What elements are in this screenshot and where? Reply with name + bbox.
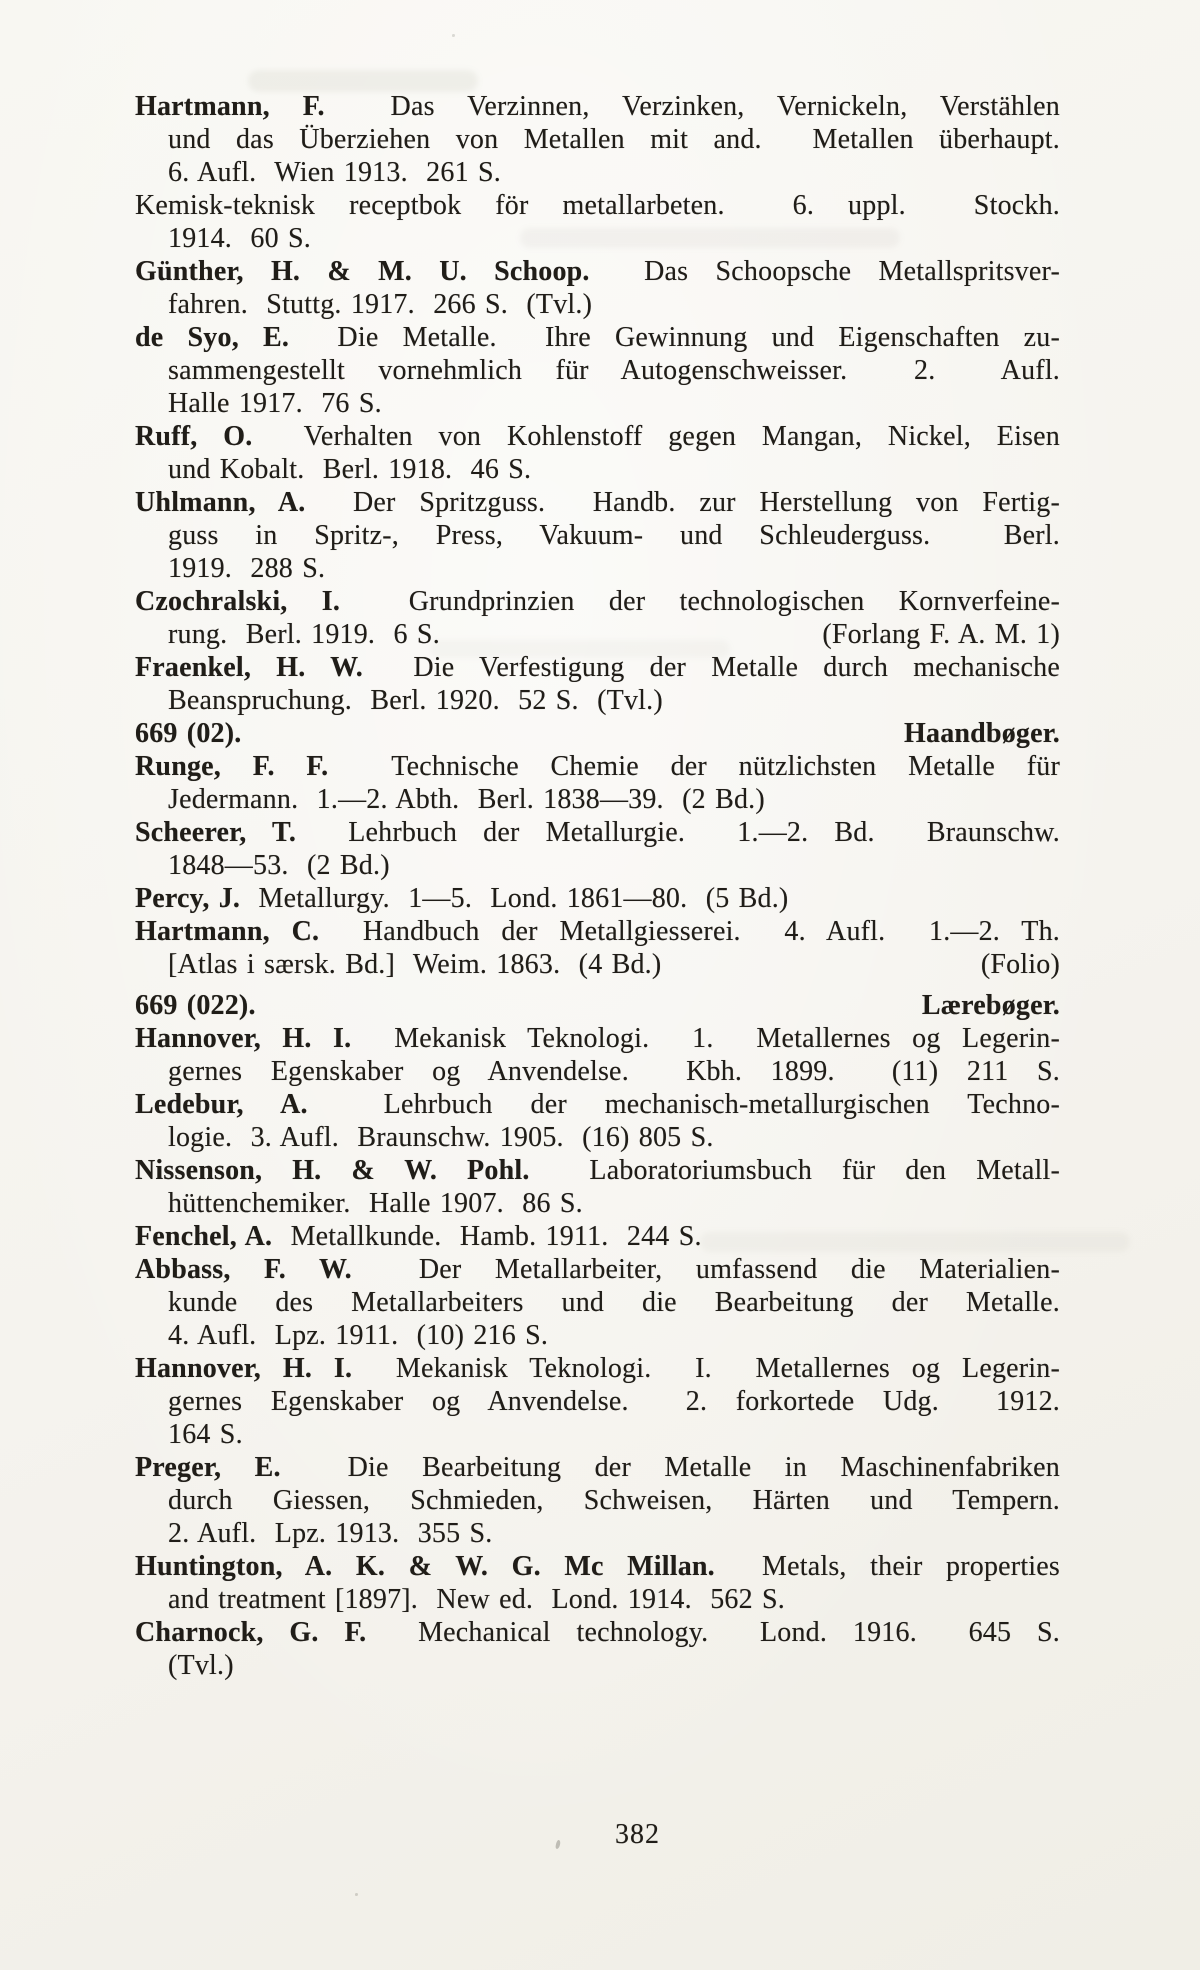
bib-line: 1914. 60 S. [168,223,311,254]
bib-line: 4. Aufl. Lpz. 1911. (10) 216 S. [168,1320,549,1351]
bib-line: Fenchel, A. Metallkunde. Hamb. 1911. 244 S. [135,1221,702,1252]
bib-entry [135,189,1060,255]
bibliography-text-block [135,90,1060,1682]
scan-speck [355,1893,358,1896]
bib-line: 1848—53. (2 Bd.) [168,850,390,881]
author-name: Preger, E. [135,1452,281,1483]
bib-line: 1919. 288 S. [168,553,326,584]
bib-line: Hannover, H. I. Mekanisk Teknologi. I. Metallernes og Legerin- [135,1353,1061,1384]
bleed-through-artifact [248,70,478,92]
bib-line: 164 S. [168,1419,243,1450]
bib-line: Ruff, O. Verhalten von Kohlenstoff gegen Mangan, Nickel, Eisen [135,421,1060,452]
bib-entry [135,90,1060,189]
bib-line: kunde des Metallarbeiters und die Bearbeitung der Metalle. [168,1287,1060,1318]
bib-entry [135,585,1060,651]
section-title: Lærebøger. [921,990,1060,1021]
author-name: Hannover, H. I. [135,1353,353,1384]
author-name: Czochralski, I. [135,586,341,617]
bib-line: Huntington, A. K. & W. G. Mc Millan. Metals, their properties [135,1551,1060,1582]
bib-line: Jedermann. 1.—2. Abth. Berl. 1838—39. (2 Bd.) [168,784,765,815]
author-name: Fenchel, A. [135,1221,273,1252]
bib-line: und das Überziehen von Metallen mit and. Metallen überhaupt. [168,124,1060,155]
author-name: Günther, H. & M. U. Schoop. [135,256,590,287]
bib-entry [135,255,1060,321]
author-name: Hartmann, F. [135,91,325,122]
scan-speck [555,1840,561,1850]
bib-entry [135,915,1060,981]
bib-line-note: (Folio) [980,949,1060,980]
bib-entry [135,1022,1060,1088]
section-number: 669 (02). [135,718,242,749]
section-number: 669 (022). [135,990,256,1021]
bib-line: Uhlmann, A. Der Spritzguss. Handb. zur Herstellung von Fertig- [135,487,1060,518]
author-name: Abbass, F. W. [135,1254,352,1285]
author-name: Hartmann, C. [135,916,320,947]
bib-line: de Syo, E. Die Metalle. Ihre Gewinnung und Eigenschaften zu- [135,322,1061,353]
bib-line: und Kobalt. Berl. 1918. 46 S. [168,454,532,485]
bib-line: logie. 3. Aufl. Braunschw. 1905. (16) 805 S. [168,1122,714,1153]
bib-line: Runge, F. F. Technische Chemie der nützlichsten Metalle für [135,751,1060,782]
bib-line: Hartmann, C. Handbuch der Metallgiesserei. 4. Aufl. 1.—2. Th. [135,916,1060,947]
section-title: Haandbøger. [904,718,1060,749]
author-name: Charnock, G. F. [135,1617,367,1648]
bib-line: Günther, H. & M. U. Schoop. Das Schoopsche Metallspritsver- [135,256,1060,287]
bib-line: 2. Aufl. Lpz. 1913. 355 S. [168,1518,493,1549]
bib-line: Ledebur, A. Lehrbuch der mechanisch-metallurgischen Techno- [135,1089,1060,1120]
bib-entry [135,1352,1060,1451]
author-name: Scheerer, T. [135,817,297,848]
scan-speck [452,34,455,37]
bib-line: hüttenchemiker. Halle 1907. 86 S. [168,1188,583,1219]
bib-entry [135,816,1060,882]
bib-line: Hannover, H. I. Mekanisk Teknologi. 1. Metallernes og Legerin- [135,1023,1060,1054]
bib-line: durch Giessen, Schmieden, Schweisen, Härten und Tempern. [168,1485,1060,1516]
bib-line: Percy, J. Metallurgy. 1—5. Lond. 1861—80. (5 Bd.) [135,883,789,914]
section-heading [135,989,1060,1022]
bib-line: Czochralski, I. Grundprinzien der technologischen Kornverfeine- [135,586,1060,617]
author-name: Huntington, A. K. & W. G. Mc Millan. [135,1551,715,1582]
author-name: Fraenkel, H. W. [135,652,363,683]
bib-entry [135,321,1060,420]
bib-line: gernes Egenskaber og Anvendelse. 2. forkortede Udg. 1912. [168,1386,1060,1417]
bib-entry [135,651,1060,717]
bib-entry [135,1550,1060,1616]
bib-line-text: rung. Berl. 1919. 6 S. [168,619,440,650]
bib-line: guss in Spritz-, Press, Vakuum- und Schleuderguss. Berl. [168,520,1060,551]
bib-entry [135,882,1060,915]
bib-entry [135,1088,1060,1154]
bib-entry [135,420,1060,486]
bib-entry [135,750,1060,816]
bib-line: Halle 1917. 76 S. [168,388,382,419]
bib-line: and treatment [1897]. New ed. Lond. 1914. 562 S. [168,1584,785,1615]
bib-line: Hartmann, F. Das Verzinnen, Verzinken, Vernickeln, Verstählen [135,91,1061,122]
bib-line: gernes Egenskaber og Anvendelse. Kbh. 1899. (11) 211 S. [168,1056,1060,1087]
bib-line: Nissenson, H. & W. Pohl. Laboratoriumsbuch für den Metall- [135,1155,1061,1186]
author-name: Percy, J. [135,883,241,914]
section-heading [135,717,1060,750]
bib-line: sammengestellt vornehmlich für Autogenschweisser. 2. Aufl. [168,355,1060,386]
bib-line: Abbass, F. W. Der Metallarbeiter, umfassend die Materialien- [135,1254,1060,1285]
bib-entry [135,1616,1060,1682]
bib-line: Beanspruchung. Berl. 1920. 52 S. (Tvl.) [168,685,663,716]
author-name: de Syo, E. [135,322,290,353]
bib-line-text: [Atlas i særsk. Bd.] Weim. 1863. (4 Bd.) [168,949,662,980]
bib-entry [135,486,1060,585]
author-name: Hannover, H. I. [135,1023,352,1054]
bib-line: (Tvl.) [168,1650,234,1681]
bib-line: Charnock, G. F. Mechanical technology. Lond. 1916. 645 S. [135,1617,1060,1648]
bib-line: Scheerer, T. Lehrbuch der Metallurgie. 1.—2. Bd. Braunschw. [135,817,1060,848]
author-name: Ledebur, A. [135,1089,308,1120]
bib-entry [135,1220,1060,1253]
page-number: 382 [615,1819,660,1850]
author-name: Runge, F. F. [135,751,329,782]
author-name: Uhlmann, A. [135,487,306,518]
author-name: Ruff, O. [135,421,253,452]
bib-line [135,948,1060,981]
bib-line: fahren. Stuttg. 1917. 266 S. (Tvl.) [168,289,593,320]
bib-line: Preger, E. Die Bearbeitung der Metalle in Maschinenfabriken [135,1452,1060,1483]
bib-entry [135,1451,1060,1550]
bib-line: Fraenkel, H. W. Die Verfestigung der Metalle durch mechanische [135,652,1060,683]
bib-entry [135,1154,1060,1220]
bib-entry [135,1253,1060,1352]
bib-line-note: (Forlang F. A. M. 1) [822,619,1060,650]
bib-line: 6. Aufl. Wien 1913. 261 S. [168,157,501,188]
author-name: Nissenson, H. & W. Pohl. [135,1155,530,1186]
bib-line [135,618,1060,651]
bib-line: Kemisk-teknisk receptbok för metallarbeten. 6. uppl. Stockh. [135,190,1060,221]
